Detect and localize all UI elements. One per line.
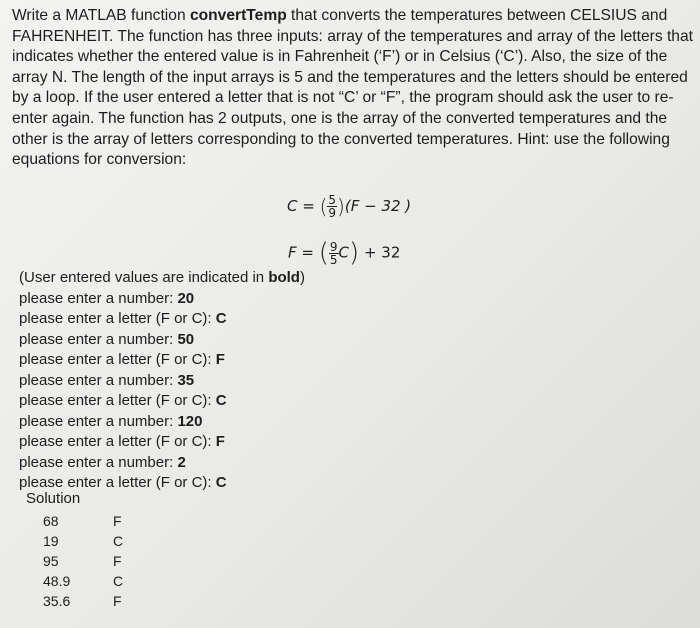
solution-label: Solution bbox=[26, 490, 81, 507]
solution-row: 48.9 C bbox=[43, 573, 124, 589]
session-note: (User entered values are indicated in bold) bbox=[19, 269, 305, 286]
session-line: please enter a letter (F or C): C bbox=[19, 392, 227, 409]
problem-text-intro: Write a MATLAB function bbox=[12, 7, 190, 24]
celsius-eq-rest: (F − 32 ) bbox=[344, 197, 412, 215]
sample-session bbox=[19, 268, 305, 494]
session-line: please enter a letter (F or C): C bbox=[19, 474, 227, 491]
fahrenheit-eq-rest: + 32 bbox=[363, 243, 401, 262]
function-name: convertTemp bbox=[189, 7, 287, 24]
solution-row: 19 C bbox=[43, 533, 124, 549]
session-line: please enter a letter (F or C): C bbox=[19, 310, 227, 327]
problem-text-body: that converts the temperatures between CELSIUS and FAHRENHEIT. The function has three inputs: array of the temperatures and array of the letters that indicates whether the entered value is in Fahrenheit (‘F’) or in Celsius (‘C’). Also, the size of the array N. The length of the input arrays is 5 and the temperatures and the letters should be entered by a loop. If the user entered a letter that is not “C’ or “F”, the program should ask the user to re-enter again. The function has 2 outputs, one is the array of the converted temperatures and the other is the array of letters corresponding to the converted temperatures. Hint: use the following equations for conversion: bbox=[12, 7, 693, 169]
session-line: please enter a number: 20 bbox=[19, 289, 195, 307]
celsius-eq-fraction: $\frac{5}{9}$ bbox=[328, 193, 337, 220]
solution-table bbox=[43, 511, 133, 611]
session-line: please enter a number: 2 bbox=[19, 453, 186, 471]
celsius-eq-lhs: C = bbox=[287, 197, 315, 215]
fahrenheit-eq-lhs: F = bbox=[288, 243, 314, 262]
fahrenheit-eq-fraction: $\frac{9}{5}$ bbox=[329, 239, 338, 267]
session-line: please enter a number: 50 bbox=[19, 330, 195, 348]
session-line: please enter a letter (F or C): F bbox=[19, 433, 225, 450]
solution-row: 68 F bbox=[43, 513, 122, 529]
session-line: please enter a letter (F or C): F bbox=[19, 351, 225, 368]
problem-statement bbox=[12, 6, 696, 171]
solution-row: 35.6 F bbox=[43, 593, 122, 609]
fahrenheit-eq-var: C bbox=[338, 243, 350, 262]
celsius-equation: C = ( $\frac{5}{9}$ )(F − 32 ) bbox=[287, 193, 412, 220]
session-line: please enter a number: 120 bbox=[19, 412, 203, 430]
fahrenheit-equation: F = ( $\frac{9}{5}$ C) + 32 bbox=[288, 238, 401, 268]
session-line: please enter a number: 35 bbox=[19, 371, 195, 389]
solution-row: 95 F bbox=[43, 553, 122, 569]
